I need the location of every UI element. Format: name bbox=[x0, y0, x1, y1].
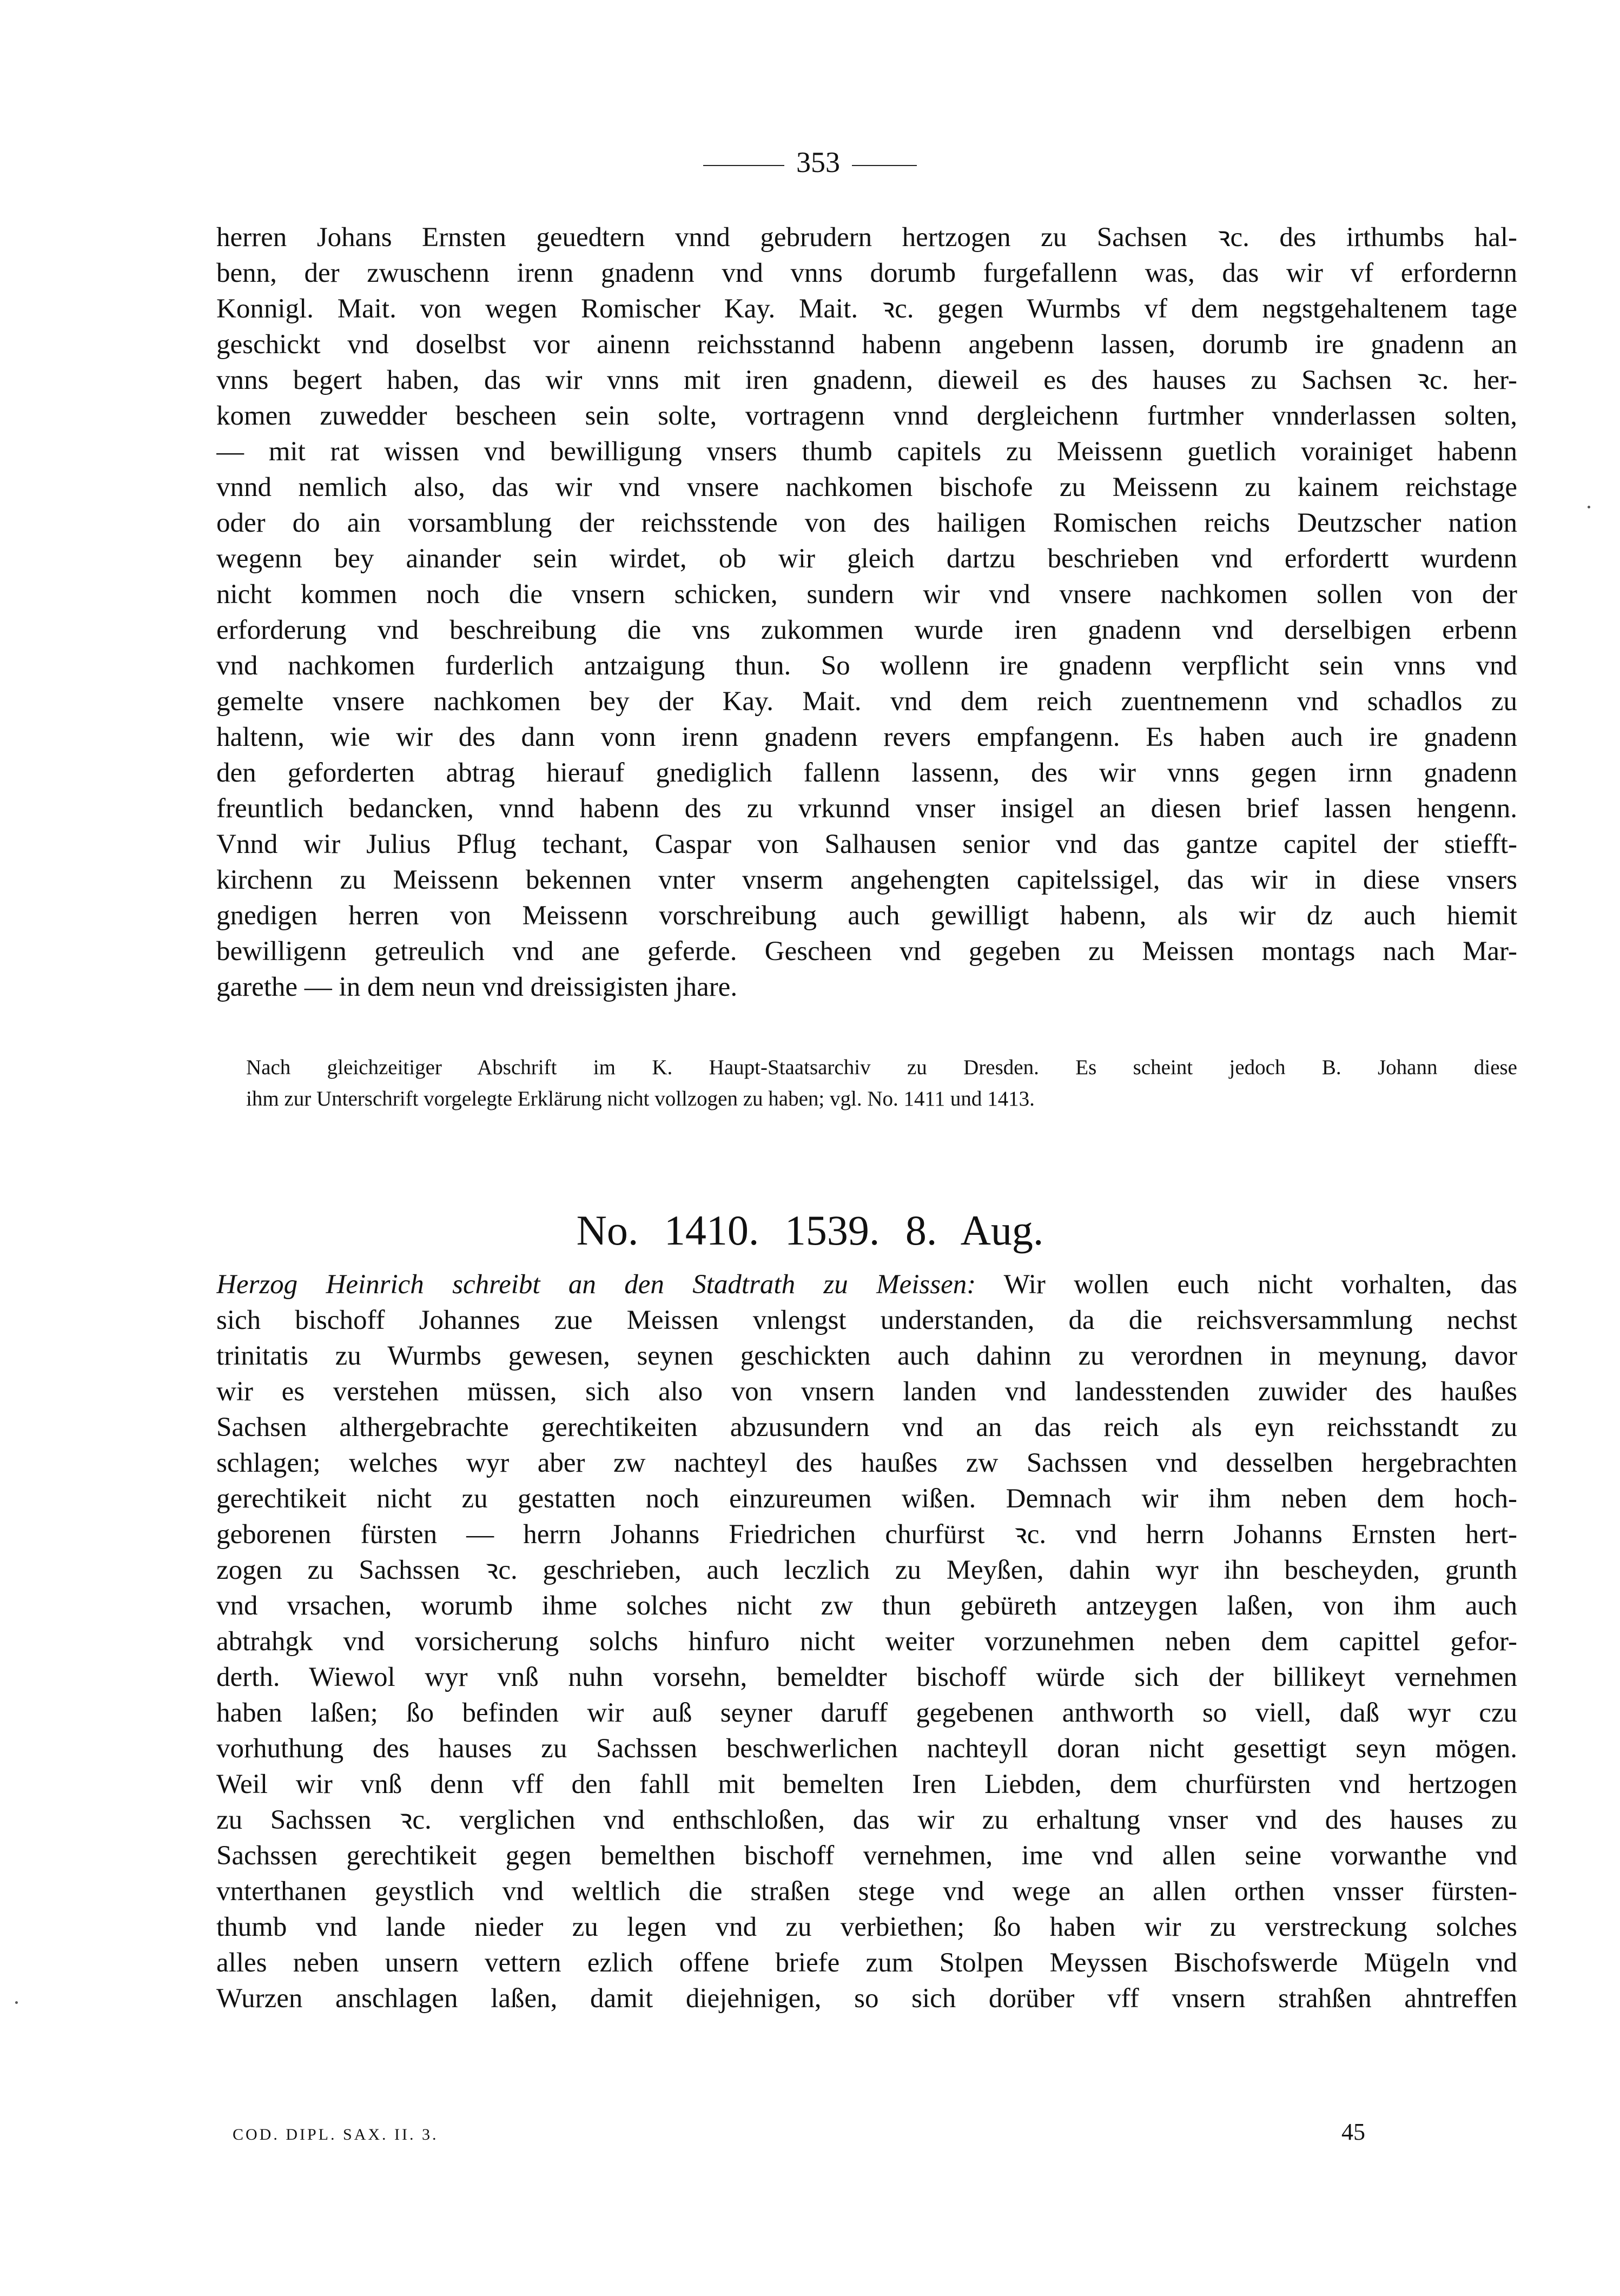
text-line: gerechtikeit nicht zu gestatten noch einzureumen wißen. Demnach wir ihm neben dem hoch- bbox=[216, 1484, 1517, 1514]
text-line: ihm zur Unterschrift vorgelegte Erklärung nicht vollzogen zu haben; vgl. No. 1411 und 1413. bbox=[246, 1087, 1035, 1110]
text-line: schlagen; welches wyr aber zw nachteyl des haußes zw Sachssen vnd desselben hergebrachten bbox=[216, 1448, 1517, 1478]
text-line: zu Sachssen ꝛc. verglichen vnd enthschloßen, das wir zu erhaltung vnser vnd des hauses zu bbox=[216, 1805, 1517, 1835]
text-line bbox=[216, 1267, 1517, 1302]
text-line: zogen zu Sachssen ꝛc. geschrieben, auch leczlich zu Meyßen, dahin wyr ihn bescheyden, grunth bbox=[216, 1555, 1517, 1585]
text-line: vnnd nemlich also, das wir vnd vnsere nachkomen bischofe zu Meissenn zu kainem reichstage bbox=[216, 472, 1517, 502]
header-rule-left bbox=[703, 165, 784, 166]
text-line: erforderung vnd beschreibung die vns zukommen wurde iren gnadenn vnd derselbigen erbenn bbox=[216, 615, 1517, 645]
text-line: alles neben unsern vettern ezlich offene briefe zum Stolpen Meyssen Bischofswerde Mügeln vnd bbox=[216, 1948, 1517, 1978]
text-line: gemelte vnsere nachkomen bey der Kay. Mait. vnd dem reich zuentnemenn vnd schadlos zu bbox=[216, 686, 1517, 717]
text-line: sich bischoff Johannes zue Meissen vnlengst understanden, da die reichsversammlung nechst bbox=[216, 1305, 1517, 1335]
letter-first-line-rest: Wir wollen euch nicht vorhalten, das bbox=[976, 1269, 1517, 1300]
text-line: komen zuwedder bescheen sein solte, vortragenn vnnd dergleichenn furtmher vnnderlassen solten, bbox=[216, 401, 1517, 431]
text-line: benn, der zwuschenn irenn gnadenn vnd vnns dorumb furgefallenn was, das wir vf erfordernn bbox=[216, 258, 1517, 288]
text-line: gnedigen herren von Meissenn vorschreibung auch gewilligt habenn, als wir dz auch hiemit bbox=[216, 901, 1517, 931]
text-line: haltenn, wie wir des dann vonn irenn gnadenn revers empfangenn. Es haben auch ire gnadenn bbox=[216, 722, 1517, 752]
text-line: trinitatis zu Wurmbs gewesen, seynen geschickten auch dahinn zu verordnen in meynung, davor bbox=[216, 1341, 1517, 1371]
text-line: Wurzen anschlagen laßen, damit diejehnigen, so sich dorüber vff vnsern strahßen ahntreffen bbox=[216, 1983, 1517, 2014]
source-note bbox=[246, 1052, 1517, 1115]
text-line: abtrahgk vnd vorsicherung solchs hinfuro nicht weiter vorzunehmen neben dem capittel gefor- bbox=[216, 1626, 1517, 1657]
text-line: thumb vnd lande nieder zu legen vnd zu verbiethen; ßo haben wir zu verstreckung solches bbox=[216, 1912, 1517, 1942]
text-line: derth. Wiewol wyr vnß nuhn vorsehn, bemeldter bischoff würde sich der billikeyt vernehmen bbox=[216, 1662, 1517, 1692]
text-line: Konnigl. Mait. von wegen Romischer Kay. Mait. ꝛc. gegen Wurmbs vf dem negstgehaltenem tage bbox=[216, 294, 1517, 324]
text-line: vnd nachkomen furderlich antzaigung thun. So wollenn ire gnadenn verpflicht sein vnns vnd bbox=[216, 651, 1517, 681]
bibliographic-signature: COD. DIPL. SAX. II. 3. bbox=[233, 2126, 439, 2143]
text-line: geborenen fürsten — herrn Johanns Friedrichen churfürst ꝛc. vnd herrn Johanns Ernsten hert- bbox=[216, 1519, 1517, 1550]
document-heading: No. 1410. 1539. 8. Aug. bbox=[576, 1207, 1044, 1254]
text-line: kirchenn zu Meissenn bekennen vnter vnserm angehengten capitelssigel, das wir in diese vnsers bbox=[216, 865, 1517, 895]
page-header bbox=[0, 143, 1620, 181]
text-line: Weil wir vnß denn vff den fahll mit bemelten Iren Liebden, dem churfürsten vnd hertzogen bbox=[216, 1769, 1517, 1799]
scan-speck bbox=[1588, 506, 1590, 508]
text-line: oder do ain vorsamblung der reichsstende von des hailigen Romischen reichs Deutzscher nation bbox=[216, 508, 1517, 538]
text-line: vorhuthung des hauses zu Sachssen beschwerlichen nachteyll doran nicht gesettigt seyn mögen. bbox=[216, 1733, 1517, 1764]
text-line: den geforderten abtrag hierauf gnediglich fallenn lassenn, des wir vnns gegen irnn gnadenn bbox=[216, 758, 1517, 788]
text-line: freuntlich bedancken, vnnd habenn des zu vrkunnd vnser insigel an diesen brief lassen hengenn. bbox=[216, 793, 1517, 824]
text-line: vnterthanen geystlich vnd weltlich die straßen stege vnd wege an allen orthen vnsser fürsten- bbox=[216, 1876, 1517, 1907]
text-line: — mit rat wissen vnd bewilligung vnsers thumb capitels zu Meissenn guetlich vorainiget habenn bbox=[216, 436, 1517, 467]
text-line: wegenn bey ainander sein wirdet, ob wir gleich dartzu beschrieben vnd erfordertt wurdenn bbox=[216, 544, 1517, 574]
text-line: Nach gleichzeitiger Abschrift im K. Haupt-Staatsarchiv zu Dresden. Es scheint jedoch B. Johann diese bbox=[246, 1056, 1517, 1079]
text-line: haben laßen; ßo befinden wir auß seyner daruff gegebenen anthworth so viell, daß wyr czu bbox=[216, 1698, 1517, 1728]
text-line: vnd vrsachen, worumb ihme solches nicht zw thun gebüreth antzeygen laßen, von ihm auch bbox=[216, 1591, 1517, 1621]
text-line: nicht kommen noch die vnsern schicken, sundern wir vnd vnsere nachkomen sollen von der bbox=[216, 579, 1517, 610]
document-letter-paragraph bbox=[216, 1267, 1517, 2016]
text-line: vnns begert haben, das wir vnns mit iren gnadenn, dieweil es des hauses zu Sachsen ꝛc. her- bbox=[216, 365, 1517, 395]
text-line: herren Johans Ernsten geuedtern vnnd gebrudern hertzogen zu Sachsen ꝛc. des irthumbs hal- bbox=[216, 222, 1517, 253]
page-number: 353 bbox=[796, 146, 840, 178]
document-continuation-paragraph bbox=[216, 220, 1517, 1005]
text-line: bewilligenn getreulich vnd ane geferde. Gescheen vnd gegeben zu Meissen montags nach Mar- bbox=[216, 936, 1517, 967]
text-line: Vnnd wir Julius Pflug techant, Caspar von Salhausen senior vnd das gantze capitel der stiefft- bbox=[216, 829, 1517, 859]
header-rule-right bbox=[852, 165, 917, 166]
text-line: wir es verstehen müssen, sich also von vnsern landen vnd landesstenden zuwider des haußes bbox=[216, 1377, 1517, 1407]
sheet-number: 45 bbox=[1341, 2119, 1365, 2145]
text-line: geschickt vnd doselbst vor ainenn reichsstannd habenn angebenn lassen, dorumb ire gnadenn an bbox=[216, 329, 1517, 360]
text-line: Sachsen althergebrachte gerechtikeiten abzusundern vnd an das reich als eyn reichsstandt zu bbox=[216, 1412, 1517, 1443]
text-line: Sachssen gerechtikeit gegen bemelthen bischoff vernehmen, ime vnd allen seine vorwanthe vnd bbox=[216, 1841, 1517, 1871]
scan-speck bbox=[15, 2001, 18, 2004]
letter-lead-italic: Herzog Heinrich schreibt an den Stadtrath zu Meissen: bbox=[216, 1269, 976, 1300]
text-line: garethe — in dem neun vnd dreissigisten jhare. bbox=[216, 972, 738, 1002]
